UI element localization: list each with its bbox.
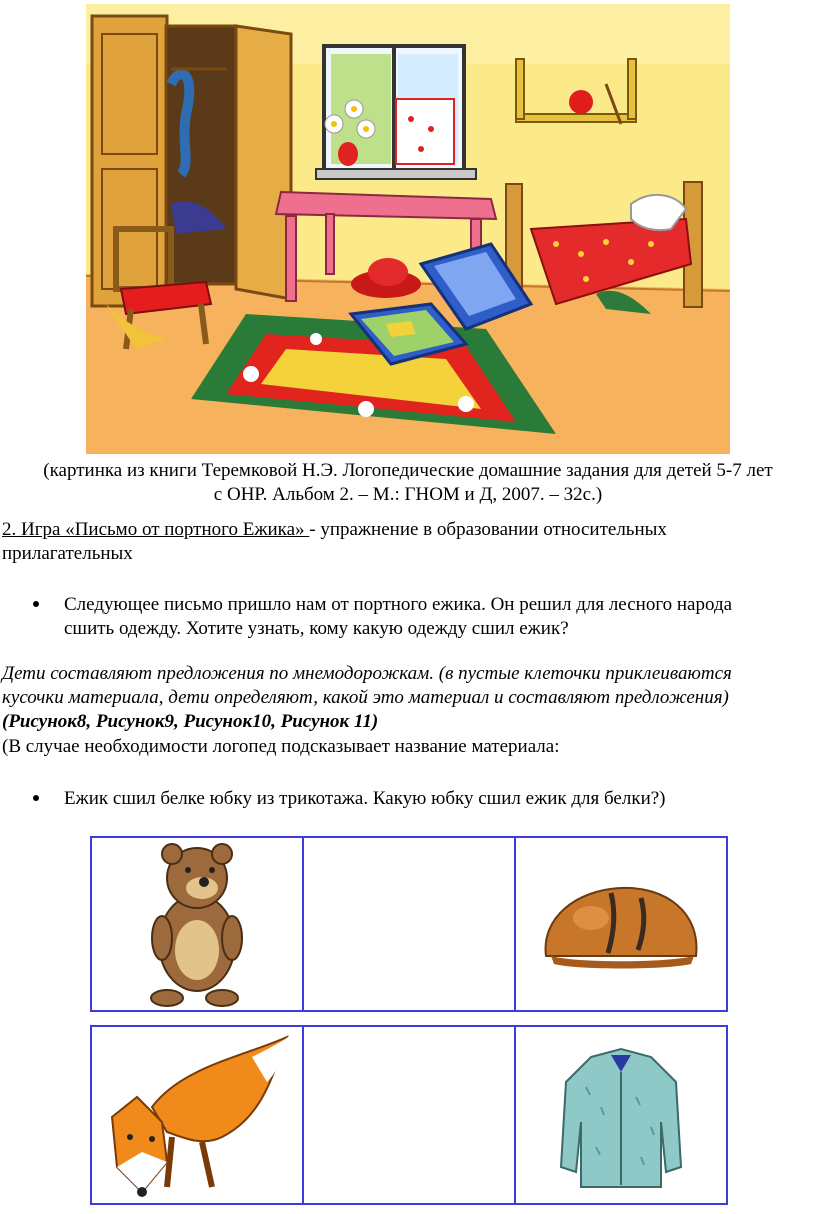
- bullet-marker-1: [33, 601, 39, 607]
- bullet-2-line-1: Ежик сшил белке юбку из трикотажа. Какую юбку сшил ежик для белки?): [64, 788, 666, 809]
- fur-coat-icon: [516, 1027, 726, 1203]
- instructions-hint: (В случае необходимости логопед подсказывает название материала:: [2, 736, 560, 757]
- window-icon: [316, 46, 476, 179]
- wardrobe-icon: [92, 16, 291, 306]
- grid-cell-fur-coat: [514, 1025, 728, 1205]
- room-illustration: [86, 4, 730, 454]
- figure-references: (Рисунок8, Рисунок9, Рисунок10, Рисунок 11): [2, 711, 379, 732]
- grid-cell-bear: [90, 836, 304, 1012]
- instructions-line-2: кусочки материала, дети определяют, какой это материал и составляют предложения): [2, 687, 729, 708]
- grid-cell-empty-1: [302, 836, 516, 1012]
- grid-cell-empty-2: [302, 1025, 516, 1205]
- bread-loaf-icon: [516, 838, 726, 1010]
- instructions-line-1: Дети составляют предложения по мнемодорожкам. (в пустые клеточки приклеиваются: [2, 663, 732, 684]
- caption-line-2: с ОНР. Альбом 2. – М.: ГНОМ и Д, 2007. – 32с.): [213, 484, 603, 505]
- grid-cell-fox: [90, 1025, 304, 1205]
- section-title-line-2: прилагательных: [2, 543, 133, 564]
- section-title: [2, 517, 667, 542]
- caption-line-1: (картинка из книги Теремковой Н.Э. Логопедические домашние задания для детей 5-7 лет: [43, 460, 773, 481]
- fox-icon: [92, 1027, 302, 1203]
- bullet-1-line-2: сшить одежду. Хотите узнать, кому какую одежду сшил ежик?: [64, 618, 569, 639]
- section-title-game-name: 2. Игра «Письмо от портного Ежика»: [2, 519, 310, 540]
- bullet-marker-2: [33, 795, 39, 801]
- bullet-1-line-1: Следующее письмо пришло нам от портного ежика. Он решил для лесного народа: [64, 594, 733, 615]
- section-title-description: - упражнение в образовании относительных: [309, 519, 667, 540]
- grid-cell-bread: [514, 836, 728, 1012]
- bear-icon: [92, 838, 302, 1010]
